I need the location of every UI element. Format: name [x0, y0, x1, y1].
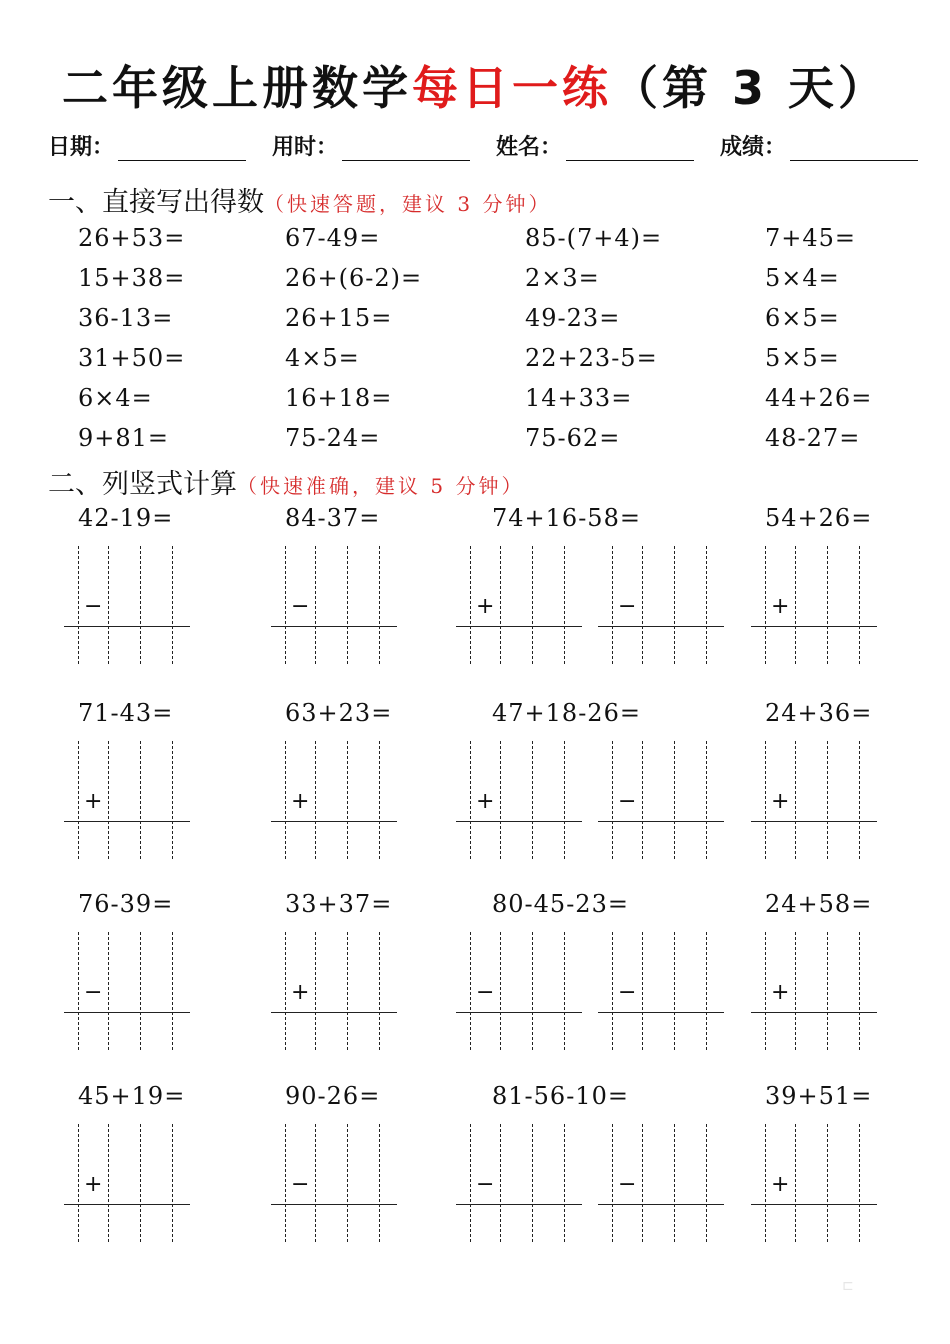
oral-question: 36-13=	[78, 304, 174, 332]
grid-result-line	[598, 821, 724, 822]
grid-result-line	[456, 626, 582, 627]
grid-dashed-line	[140, 546, 141, 664]
oral-question: 16+18=	[285, 384, 393, 412]
vertical-grid[interactable]	[598, 546, 728, 664]
date-label: 日期：	[48, 135, 115, 160]
vertical-grid[interactable]	[598, 741, 728, 859]
oral-question: 49-23=	[525, 304, 621, 332]
operator-sign: +	[84, 789, 103, 814]
operator-sign: +	[476, 789, 495, 814]
grid-dashed-line	[500, 1124, 501, 1242]
grid-dashed-line	[706, 546, 707, 664]
grid-result-line	[598, 1012, 724, 1013]
vertical-question: 76-39=	[78, 890, 174, 918]
vertical-grid[interactable]	[598, 1124, 728, 1242]
operator-sign: +	[771, 789, 790, 814]
grid-dashed-line	[532, 932, 533, 1050]
grid-dashed-line	[172, 1124, 173, 1242]
grid-dashed-line	[827, 741, 828, 859]
grid-result-line	[64, 626, 190, 627]
grid-result-line	[751, 1204, 877, 1205]
vertical-question: 54+26=	[765, 504, 873, 532]
title-day: （第 3 天）	[611, 61, 889, 115]
grid-dashed-line	[674, 546, 675, 664]
operator-sign: +	[291, 980, 310, 1005]
operator-sign: −	[618, 1172, 637, 1197]
grid-dashed-line	[172, 546, 173, 664]
vertical-grid[interactable]	[456, 932, 586, 1050]
grid-dashed-line	[379, 741, 380, 859]
watermark-mark: ⊏	[842, 1278, 854, 1294]
operator-sign: −	[84, 980, 103, 1005]
grid-result-line	[271, 1204, 397, 1205]
grid-dashed-line	[642, 546, 643, 664]
oral-question: 5×5=	[765, 344, 840, 372]
grid-dashed-line	[612, 1124, 613, 1242]
grid-dashed-line	[642, 932, 643, 1050]
vertical-question: 74+16-58=	[492, 504, 641, 532]
grid-result-line	[456, 821, 582, 822]
grid-dashed-line	[285, 741, 286, 859]
oral-question: 85-(7+4)=	[525, 224, 663, 252]
vertical-question: 24+58=	[765, 890, 873, 918]
worksheet-title	[0, 52, 950, 118]
grid-dashed-line	[827, 1124, 828, 1242]
grid-result-line	[64, 1204, 190, 1205]
title-grade: 二年级上册数学	[61, 61, 412, 115]
grid-dashed-line	[642, 741, 643, 859]
oral-question: 75-24=	[285, 424, 381, 452]
grid-dashed-line	[859, 546, 860, 664]
grid-dashed-line	[859, 1124, 860, 1242]
grid-dashed-line	[78, 932, 79, 1050]
score-blank[interactable]	[790, 138, 918, 161]
grid-dashed-line	[674, 1124, 675, 1242]
name-blank[interactable]	[566, 138, 694, 161]
oral-question: 6×4=	[78, 384, 153, 412]
vertical-grid[interactable]	[271, 932, 401, 1050]
grid-dashed-line	[315, 741, 316, 859]
grid-dashed-line	[347, 1124, 348, 1242]
info-row	[48, 130, 918, 161]
grid-dashed-line	[642, 1124, 643, 1242]
grid-dashed-line	[795, 1124, 796, 1242]
grid-dashed-line	[108, 546, 109, 664]
grid-result-line	[64, 821, 190, 822]
grid-dashed-line	[172, 741, 173, 859]
grid-dashed-line	[706, 741, 707, 859]
vertical-grid[interactable]	[456, 741, 586, 859]
grid-dashed-line	[795, 546, 796, 664]
vertical-question: 24+36=	[765, 699, 873, 727]
oral-question: 26+(6-2)=	[285, 264, 423, 292]
operator-sign: +	[291, 789, 310, 814]
vertical-grid[interactable]	[598, 932, 728, 1050]
vertical-grid[interactable]	[64, 741, 194, 859]
grid-dashed-line	[827, 932, 828, 1050]
grid-dashed-line	[765, 546, 766, 664]
vertical-grid[interactable]	[271, 1124, 401, 1242]
operator-sign: −	[476, 980, 495, 1005]
oral-question: 6×5=	[765, 304, 840, 332]
oral-question: 5×4=	[765, 264, 840, 292]
grid-dashed-line	[140, 932, 141, 1050]
grid-dashed-line	[470, 932, 471, 1050]
operator-sign: +	[771, 594, 790, 619]
operator-sign: −	[618, 980, 637, 1005]
grid-dashed-line	[500, 741, 501, 859]
time-used-field	[272, 130, 470, 161]
grid-result-line	[598, 1204, 724, 1205]
vertical-grid[interactable]	[751, 546, 881, 664]
score-field	[720, 130, 918, 161]
vertical-question: 63+23=	[285, 699, 393, 727]
oral-question: 67-49=	[285, 224, 381, 252]
time-used-label: 用时：	[271, 135, 338, 160]
grid-dashed-line	[470, 546, 471, 664]
grid-dashed-line	[795, 741, 796, 859]
grid-dashed-line	[347, 546, 348, 664]
grid-dashed-line	[859, 932, 860, 1050]
oral-question: 4×5=	[285, 344, 360, 372]
vertical-grid[interactable]	[64, 1124, 194, 1242]
vertical-question: 90-26=	[285, 1082, 381, 1110]
section-vertical-title: 二、列竖式计算	[48, 469, 237, 500]
vertical-grid[interactable]	[64, 932, 194, 1050]
vertical-question: 47+18-26=	[492, 699, 641, 727]
grid-dashed-line	[564, 741, 565, 859]
grid-dashed-line	[765, 932, 766, 1050]
grid-dashed-line	[172, 932, 173, 1050]
operator-sign: −	[84, 594, 103, 619]
vertical-question: 39+51=	[765, 1082, 873, 1110]
oral-question: 26+15=	[285, 304, 393, 332]
oral-question: 48-27=	[765, 424, 861, 452]
operator-sign: −	[618, 594, 637, 619]
grid-dashed-line	[78, 1124, 79, 1242]
grid-dashed-line	[78, 546, 79, 664]
section-vertical-hint: （快速准确，建议 5 分钟）	[237, 474, 525, 498]
vertical-grid[interactable]	[751, 932, 881, 1050]
grid-dashed-line	[108, 1124, 109, 1242]
vertical-grid[interactable]	[751, 1124, 881, 1242]
oral-question: 75-62=	[525, 424, 621, 452]
grid-dashed-line	[564, 932, 565, 1050]
grid-dashed-line	[674, 932, 675, 1050]
oral-question: 9+81=	[78, 424, 170, 452]
oral-question: 2×3=	[525, 264, 600, 292]
operator-sign: +	[771, 1172, 790, 1197]
grid-result-line	[271, 821, 397, 822]
grid-dashed-line	[674, 741, 675, 859]
grid-dashed-line	[347, 932, 348, 1050]
grid-dashed-line	[532, 546, 533, 664]
oral-question: 44+26=	[765, 384, 873, 412]
operator-sign: −	[476, 1172, 495, 1197]
grid-dashed-line	[612, 741, 613, 859]
operator-sign: +	[84, 1172, 103, 1197]
vertical-grid[interactable]	[751, 741, 881, 859]
vertical-grid[interactable]	[64, 546, 194, 664]
operator-sign: −	[291, 1172, 310, 1197]
score-label: 成绩：	[719, 135, 786, 160]
vertical-question: 42-19=	[78, 504, 174, 532]
oral-question: 26+53=	[78, 224, 186, 252]
grid-dashed-line	[859, 741, 860, 859]
oral-question: 31+50=	[78, 344, 186, 372]
name-field	[496, 130, 694, 161]
vertical-question: 71-43=	[78, 699, 174, 727]
grid-dashed-line	[379, 546, 380, 664]
operator-sign: −	[618, 789, 637, 814]
vertical-question: 45+19=	[78, 1082, 186, 1110]
date-field	[48, 130, 246, 161]
oral-question: 7+45=	[765, 224, 857, 252]
grid-dashed-line	[379, 1124, 380, 1242]
grid-result-line	[271, 1012, 397, 1013]
vertical-grid[interactable]	[271, 546, 401, 664]
grid-dashed-line	[765, 741, 766, 859]
section-oral-title: 一、直接写出得数	[48, 187, 264, 218]
grid-dashed-line	[564, 546, 565, 664]
grid-dashed-line	[140, 741, 141, 859]
vertical-grid[interactable]	[456, 546, 586, 664]
grid-dashed-line	[470, 1124, 471, 1242]
grid-dashed-line	[706, 1124, 707, 1242]
grid-dashed-line	[500, 546, 501, 664]
grid-result-line	[751, 821, 877, 822]
grid-dashed-line	[285, 932, 286, 1050]
grid-dashed-line	[500, 932, 501, 1050]
grid-dashed-line	[347, 741, 348, 859]
oral-question: 14+33=	[525, 384, 633, 412]
grid-result-line	[751, 1012, 877, 1013]
time-used-blank[interactable]	[342, 138, 470, 161]
section-oral-heading	[48, 180, 551, 219]
grid-dashed-line	[827, 546, 828, 664]
grid-dashed-line	[612, 932, 613, 1050]
section-oral-hint: （快速答题，建议 3 分钟）	[264, 192, 552, 216]
grid-dashed-line	[765, 1124, 766, 1242]
grid-dashed-line	[532, 741, 533, 859]
vertical-question: 80-45-23=	[492, 890, 629, 918]
grid-result-line	[598, 626, 724, 627]
section-vertical-heading	[48, 462, 524, 501]
grid-dashed-line	[564, 1124, 565, 1242]
vertical-question: 81-56-10=	[492, 1082, 629, 1110]
oral-question: 15+38=	[78, 264, 186, 292]
grid-dashed-line	[532, 1124, 533, 1242]
grid-dashed-line	[795, 932, 796, 1050]
operator-sign: +	[771, 980, 790, 1005]
grid-result-line	[456, 1204, 582, 1205]
grid-dashed-line	[470, 741, 471, 859]
name-label: 姓名：	[495, 135, 562, 160]
date-blank[interactable]	[118, 138, 246, 161]
grid-result-line	[271, 626, 397, 627]
grid-result-line	[751, 626, 877, 627]
grid-dashed-line	[379, 932, 380, 1050]
grid-dashed-line	[315, 1124, 316, 1242]
grid-dashed-line	[612, 546, 613, 664]
vertical-grid[interactable]	[271, 741, 401, 859]
grid-dashed-line	[78, 741, 79, 859]
operator-sign: −	[291, 594, 310, 619]
vertical-question: 84-37=	[285, 504, 381, 532]
grid-dashed-line	[315, 546, 316, 664]
grid-result-line	[64, 1012, 190, 1013]
oral-question: 22+23-5=	[525, 344, 658, 372]
grid-dashed-line	[140, 1124, 141, 1242]
grid-result-line	[456, 1012, 582, 1013]
grid-dashed-line	[285, 1124, 286, 1242]
vertical-question: 33+37=	[285, 890, 393, 918]
grid-dashed-line	[706, 932, 707, 1050]
grid-dashed-line	[108, 741, 109, 859]
grid-dashed-line	[315, 932, 316, 1050]
vertical-grid[interactable]	[456, 1124, 586, 1242]
operator-sign: +	[476, 594, 495, 619]
grid-dashed-line	[108, 932, 109, 1050]
title-daily-practice: 每日一练	[411, 61, 612, 115]
grid-dashed-line	[285, 546, 286, 664]
